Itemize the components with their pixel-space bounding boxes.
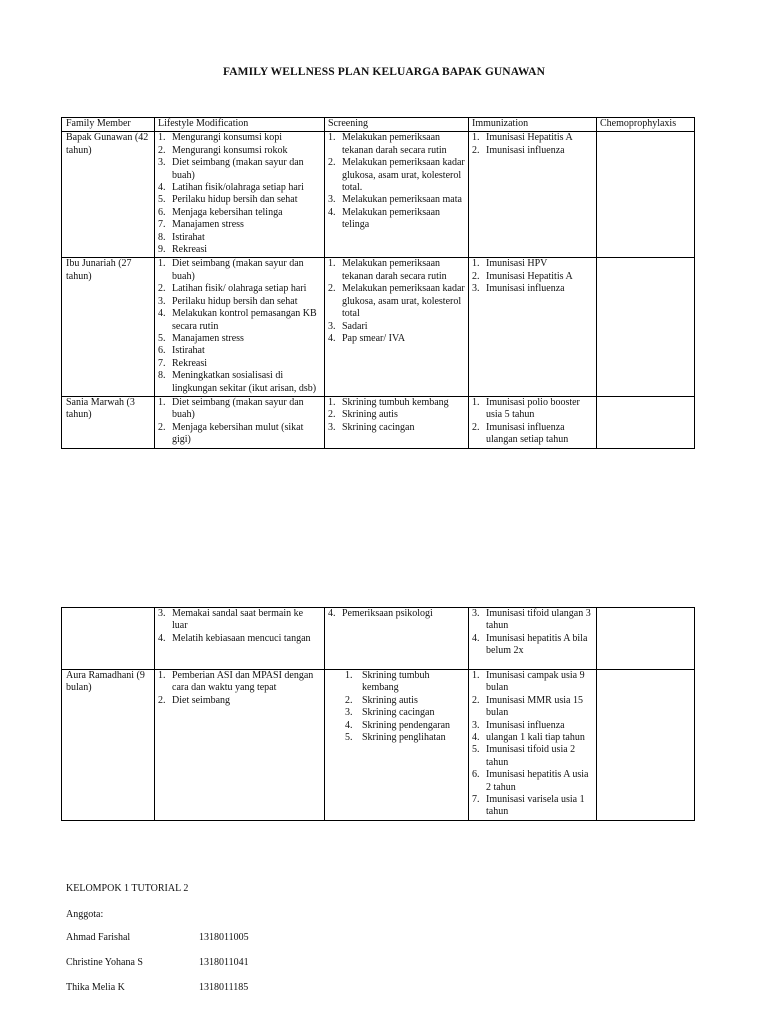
list-text: Imunisasi polio booster usia 5 tahun	[486, 396, 580, 421]
list-item	[158, 370, 321, 395]
list-text: Rekreasi	[172, 357, 207, 369]
header-row	[62, 118, 695, 132]
list-text: Skrining pendengaran	[362, 719, 451, 731]
list-item	[158, 207, 321, 219]
numbered-list	[328, 397, 465, 434]
list-text: Imunisasi tifoid usia 2 tahun	[486, 744, 576, 768]
list-item	[158, 670, 321, 695]
table-row	[62, 258, 695, 396]
list-item	[158, 296, 321, 308]
table-row	[62, 608, 695, 670]
list-number: 8.	[158, 370, 166, 382]
list-number: 3.	[158, 157, 166, 169]
list-item	[472, 732, 593, 744]
list-text: Skrining penglihatan	[362, 732, 446, 744]
list-number: 4.	[328, 608, 336, 619]
list-number: 4.	[345, 719, 353, 731]
chemoprophylaxis-cell	[597, 608, 695, 670]
list-number: 8.	[158, 231, 166, 243]
list-text: Imunisasi varisela usia 1 tahun	[486, 794, 585, 818]
list-number: 3.	[472, 283, 480, 295]
list-item	[328, 258, 465, 283]
list-text: Skrining cacingan	[362, 707, 435, 719]
numbered-list	[158, 258, 321, 394]
list-number: 3.	[328, 320, 336, 332]
numbered-list	[472, 608, 593, 658]
list-number: 3.	[472, 719, 480, 731]
screening-cell	[325, 396, 469, 448]
table-row	[62, 396, 695, 448]
member-name: Christine Yohana S	[66, 956, 143, 968]
list-text: Diet seimbang (makan sayur dan buah)	[172, 157, 304, 181]
wellness-plan-table-page-2	[61, 607, 695, 821]
list-number: 3.	[328, 421, 336, 433]
list-item	[328, 333, 465, 345]
list-text: Skrining autis	[362, 694, 418, 706]
list-item	[472, 720, 593, 732]
list-text: Diet seimbang (makan sayur dan buah)	[172, 396, 304, 421]
list-number: 2.	[158, 694, 166, 706]
member-id: 1318011185	[199, 981, 249, 993]
list-text: Memakai sandal saat bermain ke luar	[172, 608, 304, 632]
list-number: 1.	[328, 396, 336, 408]
immunization-cell	[469, 258, 597, 396]
list-number: 2.	[472, 270, 480, 282]
lifestyle-cell	[155, 258, 325, 396]
list-item	[472, 145, 593, 157]
list-item	[328, 321, 465, 333]
immunization-cell	[469, 670, 597, 821]
list-number: 4.	[472, 632, 480, 644]
list-item	[158, 244, 321, 256]
list-item	[158, 182, 321, 194]
list-number: 1.	[158, 396, 166, 408]
list-item	[472, 422, 593, 447]
list-item	[158, 219, 321, 231]
list-item	[158, 345, 321, 357]
list-item	[328, 157, 465, 194]
table-row	[62, 132, 695, 258]
list-text: Melakukan pemeriksaan mata	[342, 194, 462, 206]
list-text: Mengurangi konsumsi rokok	[172, 144, 288, 156]
list-number: 5.	[472, 744, 480, 756]
numbered-list	[328, 258, 465, 345]
list-number: 2.	[328, 409, 336, 421]
list-text: Skrining tumbuh kembang	[362, 670, 430, 694]
family-member-cell	[62, 608, 155, 670]
list-text: Istirahat	[172, 231, 205, 243]
numbered-list	[472, 670, 593, 819]
list-text: Mengurangi konsumsi kopi	[172, 132, 282, 144]
list-item	[328, 409, 465, 421]
lifestyle-cell	[155, 608, 325, 670]
list-number: 2.	[328, 157, 336, 169]
list-text: Melakukan pemeriksaan tekanan darah secara rutin	[342, 132, 447, 156]
list-text: Imunisasi MMR usia 15 bulan	[486, 694, 583, 719]
list-text: Diet seimbang (makan sayur dan buah)	[172, 258, 304, 282]
list-item	[158, 608, 321, 633]
screening-cell	[325, 132, 469, 258]
list-number: 4.	[328, 206, 336, 218]
group-name: KELOMPOK 1 TUTORIAL 2	[66, 883, 189, 894]
list-text: Melakukan kontrol pemasangan KB secara rutin	[172, 308, 317, 332]
list-text: Diet seimbang	[172, 694, 231, 706]
list-text: Latihan fisik/olahraga setiap hari	[172, 182, 304, 194]
list-item	[472, 670, 593, 695]
numbered-list	[158, 608, 321, 645]
list-number: 2.	[328, 283, 336, 295]
list-number: 3.	[472, 608, 480, 619]
list-text: Pemeriksaan psikologi	[342, 608, 433, 619]
list-text: Imunisasi influenza ulangan setiap tahun	[486, 421, 569, 446]
list-item	[328, 422, 465, 434]
list-item	[328, 194, 465, 206]
list-number: 5.	[158, 332, 166, 344]
list-text: Skrining tumbuh kembang	[342, 396, 449, 408]
list-text: Manajamen stress	[172, 219, 244, 231]
list-item	[472, 283, 593, 295]
list-number: 5.	[158, 194, 166, 206]
list-item	[472, 397, 593, 422]
list-number: 1.	[345, 670, 353, 681]
member-row	[66, 957, 249, 969]
list-text: Latihan fisik/ olahraga setiap hari	[172, 283, 307, 295]
member-id: 1318011041	[199, 956, 249, 968]
list-number: 4.	[158, 632, 166, 644]
list-number: 4.	[328, 332, 336, 344]
numbered-list	[158, 397, 321, 447]
list-item	[345, 720, 465, 732]
member-id: 1318011005	[199, 932, 249, 943]
list-text: Melakukan pemeriksaan telinga	[342, 206, 441, 231]
list-number: 3.	[158, 608, 166, 619]
family-member-cell: Sania Marwah (3 tahun)	[62, 396, 155, 448]
document-title: FAMILY WELLNESS PLAN KELUARGA BAPAK GUNAWAN	[223, 66, 545, 78]
list-text: Imunisasi influenza	[486, 144, 565, 156]
list-item	[158, 232, 321, 244]
list-number: 3.	[345, 707, 353, 719]
lifestyle-cell	[155, 670, 325, 821]
members-list	[66, 932, 249, 1007]
chemoprophylaxis-cell	[597, 258, 695, 396]
chemoprophylaxis-cell	[597, 396, 695, 448]
column-header: Chemoprophylaxis	[597, 118, 695, 132]
list-number: 2.	[472, 144, 480, 156]
chemoprophylaxis-cell	[597, 132, 695, 258]
list-text: Pap smear/ IVA	[342, 332, 406, 344]
column-header: Lifestyle Modification	[155, 118, 325, 132]
list-number: 2.	[158, 283, 166, 295]
list-text: Perilaku hidup bersih dan sehat	[172, 194, 298, 206]
list-number: 6.	[472, 769, 480, 781]
list-number: 4.	[158, 308, 166, 320]
list-item	[328, 132, 465, 157]
immunization-cell	[469, 396, 597, 448]
list-text: Melakukan pemeriksaan kadar glukosa, asam urat, kolesterol total	[342, 283, 465, 320]
list-item	[345, 707, 465, 719]
list-number: 6.	[158, 345, 166, 357]
member-name: Ahmad Farishal	[66, 932, 131, 943]
list-item	[158, 194, 321, 206]
list-number: 1.	[472, 396, 480, 408]
list-number: 1.	[472, 670, 480, 681]
list-number: 1.	[158, 132, 166, 144]
list-text: Melatih kebiasaan mencuci tangan	[172, 632, 311, 644]
screening-cell	[325, 670, 469, 821]
numbered-list	[472, 258, 593, 295]
list-item	[328, 283, 465, 320]
column-header: Immunization	[469, 118, 597, 132]
table-row	[62, 670, 695, 821]
member-row	[66, 932, 249, 944]
list-text: Manajamen stress	[172, 332, 244, 344]
list-text: Imunisasi influenza	[486, 283, 565, 295]
member-name: Thika Melia K	[66, 981, 125, 993]
members-label: Anggota:	[66, 909, 104, 920]
list-item	[472, 271, 593, 283]
column-header: Screening	[325, 118, 469, 132]
list-item	[472, 608, 593, 633]
list-text: Istirahat	[172, 345, 205, 357]
list-item	[158, 633, 321, 645]
list-text: Skrining autis	[342, 409, 398, 421]
list-item	[158, 157, 321, 182]
list-number: 1.	[158, 258, 166, 270]
list-item	[472, 258, 593, 270]
lifestyle-cell	[155, 396, 325, 448]
numbered-list	[328, 670, 465, 744]
list-text: Imunisasi hepatitis A usia 2 tahun	[486, 769, 589, 793]
numbered-list	[328, 132, 465, 231]
list-item	[158, 333, 321, 345]
wellness-plan-table-page-1	[61, 117, 695, 449]
member-row	[66, 982, 249, 994]
numbered-list	[472, 132, 593, 157]
list-number: 7.	[158, 219, 166, 231]
list-text: Imunisasi hepatitis A bila belum 2x	[486, 632, 588, 657]
list-number: 4.	[158, 182, 166, 194]
list-text: Skrining cacingan	[342, 421, 415, 433]
immunization-cell	[469, 608, 597, 670]
chemoprophylaxis-cell	[597, 670, 695, 821]
list-text: Imunisasi campak usia 9 bulan	[486, 670, 585, 694]
immunization-cell	[469, 132, 597, 258]
list-number: 2.	[472, 421, 480, 433]
list-item	[345, 732, 465, 744]
list-number: 7.	[472, 794, 480, 806]
list-number: 7.	[158, 357, 166, 369]
list-text: Melakukan pemeriksaan kadar glukosa, asam urat, kolesterol total.	[342, 157, 465, 194]
family-member-cell: Ibu Junariah (27 tahun)	[62, 258, 155, 396]
list-item	[158, 132, 321, 144]
list-number: 2.	[158, 144, 166, 156]
list-item	[158, 258, 321, 283]
list-item	[158, 283, 321, 295]
list-number: 1.	[472, 132, 480, 144]
lifestyle-cell	[155, 132, 325, 258]
list-number: 2.	[158, 421, 166, 433]
list-number: 3.	[158, 295, 166, 307]
list-text: Imunisasi tifoid ulangan 3 tahun	[486, 608, 591, 632]
list-text: Sadari	[342, 320, 368, 332]
list-item	[328, 207, 465, 232]
list-number: 2.	[472, 694, 480, 706]
list-item	[472, 769, 593, 794]
list-number: 2.	[345, 694, 353, 706]
list-number: 9.	[158, 244, 166, 256]
numbered-list	[158, 132, 321, 256]
list-item	[472, 132, 593, 144]
numbered-list	[472, 397, 593, 447]
list-item	[158, 422, 321, 447]
column-header: Family Member	[62, 118, 155, 132]
list-item	[158, 358, 321, 370]
list-text: Perilaku hidup bersih dan sehat	[172, 295, 298, 307]
list-item	[345, 670, 465, 695]
list-item	[345, 695, 465, 707]
list-number: 5.	[345, 732, 353, 744]
screening-cell	[325, 258, 469, 396]
list-number: 6.	[158, 206, 166, 218]
list-number: 4.	[472, 732, 480, 744]
list-item	[472, 633, 593, 658]
list-text: Menjaga kebersihan telinga	[172, 206, 283, 218]
list-item	[328, 397, 465, 409]
list-item	[472, 695, 593, 720]
list-text: Imunisasi Hepatitis A	[486, 132, 573, 144]
list-item	[158, 308, 321, 333]
list-text: Imunisasi Hepatitis A	[486, 270, 573, 282]
list-item	[158, 397, 321, 422]
list-text: Imunisasi influenza	[486, 719, 565, 731]
family-member-cell: Aura Ramadhani (9 bulan)	[62, 670, 155, 821]
list-number: 1.	[472, 258, 480, 270]
list-text: Melakukan pemeriksaan tekanan darah secara rutin	[342, 258, 447, 282]
family-member-cell: Bapak Gunawan (42 tahun)	[62, 132, 155, 258]
list-text: Imunisasi HPV	[486, 258, 548, 270]
list-text: ulangan 1 kali tiap tahun	[486, 732, 585, 744]
list-number: 1.	[328, 258, 336, 270]
list-number: 1.	[158, 670, 166, 681]
list-number: 1.	[328, 132, 336, 144]
numbered-list	[158, 670, 321, 707]
list-item	[328, 608, 465, 620]
list-text: Pemberian ASI dan MPASI dengan cara dan waktu yang tepat	[172, 670, 314, 694]
list-number: 3.	[328, 194, 336, 206]
list-item	[158, 695, 321, 707]
numbered-list	[328, 608, 465, 620]
list-text: Menjaga kebersihan mulut (sikat gigi)	[172, 421, 304, 446]
list-text: Rekreasi	[172, 244, 207, 256]
list-item	[472, 794, 593, 819]
list-item	[472, 744, 593, 769]
screening-cell	[325, 608, 469, 670]
list-item	[158, 145, 321, 157]
list-text: Meningkatkan sosialisasi di lingkungan sekitar (ikut arisan, dsb)	[172, 370, 317, 394]
